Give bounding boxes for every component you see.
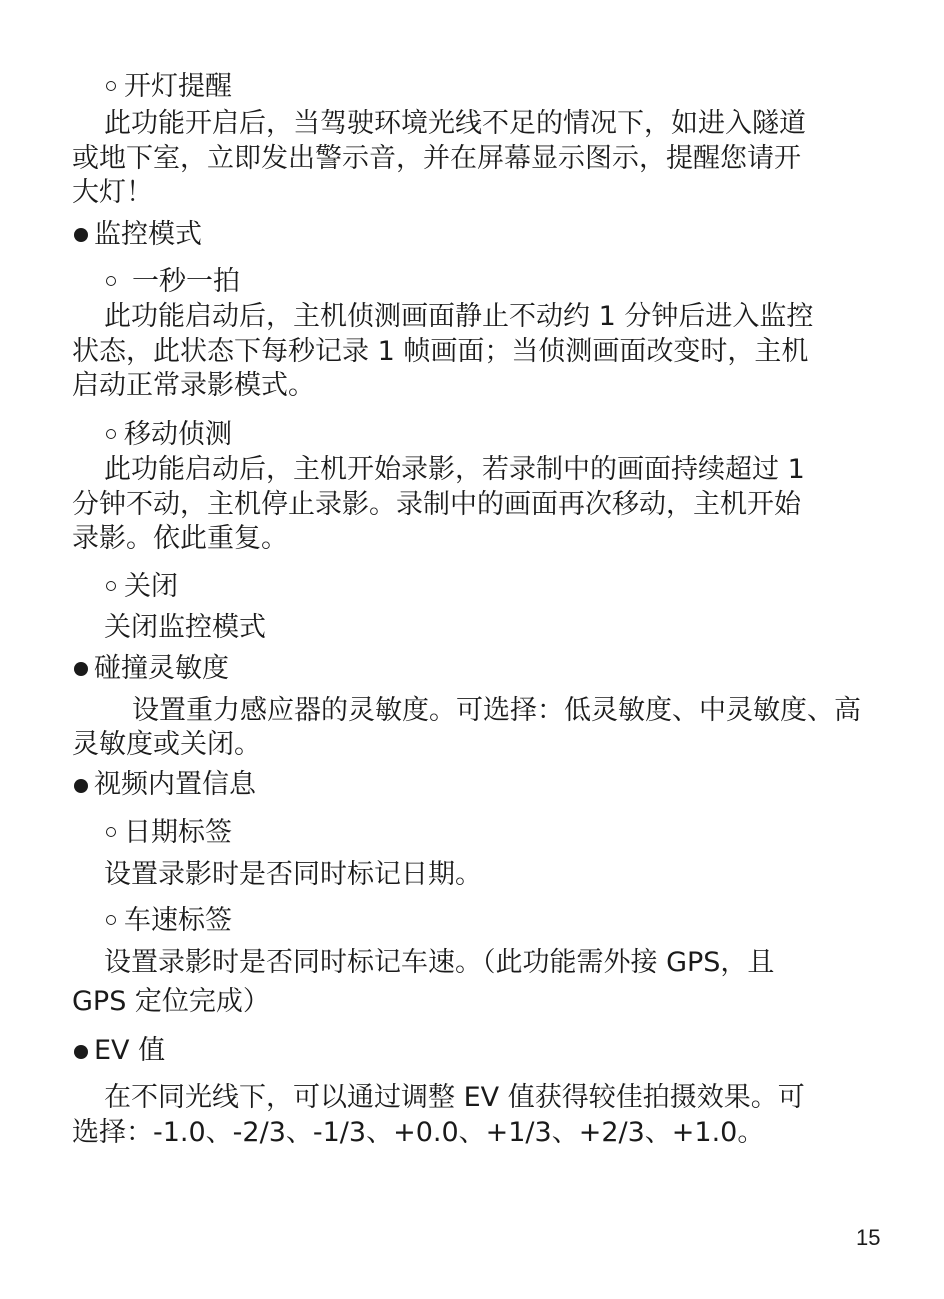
bullet-icon	[74, 662, 88, 676]
paragraph-line: 状态，此状态下每秒记录 1 帧画面；当侦测画面改变时，主机	[72, 336, 809, 367]
paragraph-line: 分钟不动，主机停止录影。录制中的画面再次移动，主机开始	[72, 489, 801, 520]
paragraph-line: 灵敏度或关闭。	[72, 729, 261, 760]
paragraph-line: 选择：-1.0、-2/3、-1/3、+0.0、+1/3、+2/3、+1.0。	[72, 1117, 765, 1148]
paragraph-line: 大灯！	[72, 177, 153, 208]
paragraph-line: 设置录影时是否同时标记车速。（此功能需外接 GPS，且	[104, 947, 775, 978]
circle-bullet-icon	[106, 581, 116, 591]
paragraph-line: 此功能开启后，当驾驶环境光线不足的情况下，如进入隧道	[104, 108, 806, 139]
circle-bullet-icon	[106, 827, 116, 837]
bullet-icon	[74, 228, 88, 242]
section-title-video-overlay: 视频内置信息	[94, 769, 256, 800]
paragraph-line: 在不同光线下，可以通过调整 EV 值获得较佳拍摄效果。可	[104, 1082, 805, 1113]
paragraph-line: 此功能启动后，主机侦测画面静止不动约 1 分钟后进入监控	[104, 301, 814, 332]
paragraph-line: 启动正常录影模式。	[72, 370, 315, 401]
section-title-monitor: 监控模式	[94, 219, 202, 250]
paragraph-line: 关闭监控模式	[104, 612, 266, 643]
paragraph-line: 或地下室，立即发出警示音，并在屏幕显示图示，提醒您请开	[72, 143, 801, 174]
subsection-title-one-sec: 一秒一拍	[132, 266, 240, 297]
bullet-icon	[74, 1045, 88, 1059]
circle-bullet-icon	[106, 915, 116, 925]
section-title-ev: EV 值	[94, 1035, 166, 1066]
page-number: 15	[856, 1225, 881, 1250]
paragraph-line: 设置录影时是否同时标记日期。	[104, 859, 482, 890]
paragraph-line: 设置重力感应器的灵敏度。可选择：低灵敏度、中灵敏度、高	[132, 695, 861, 726]
subsection-title-headlight: 开灯提醒	[124, 71, 232, 102]
bullet-icon	[74, 779, 88, 793]
paragraph-line: 此功能启动后，主机开始录影，若录制中的画面持续超过 1	[104, 454, 805, 485]
subsection-title-off: 关闭	[124, 571, 178, 602]
subsection-title-speed: 车速标签	[124, 905, 232, 936]
circle-bullet-icon	[106, 81, 116, 91]
section-title-collision: 碰撞灵敏度	[94, 653, 229, 684]
subsection-title-motion: 移动侦测	[124, 419, 232, 450]
paragraph-line: GPS 定位完成）	[72, 986, 270, 1017]
circle-bullet-icon	[106, 276, 116, 286]
circle-bullet-icon	[106, 429, 116, 439]
paragraph-line: 录影。依此重复。	[72, 523, 288, 554]
subsection-title-date: 日期标签	[124, 817, 232, 848]
